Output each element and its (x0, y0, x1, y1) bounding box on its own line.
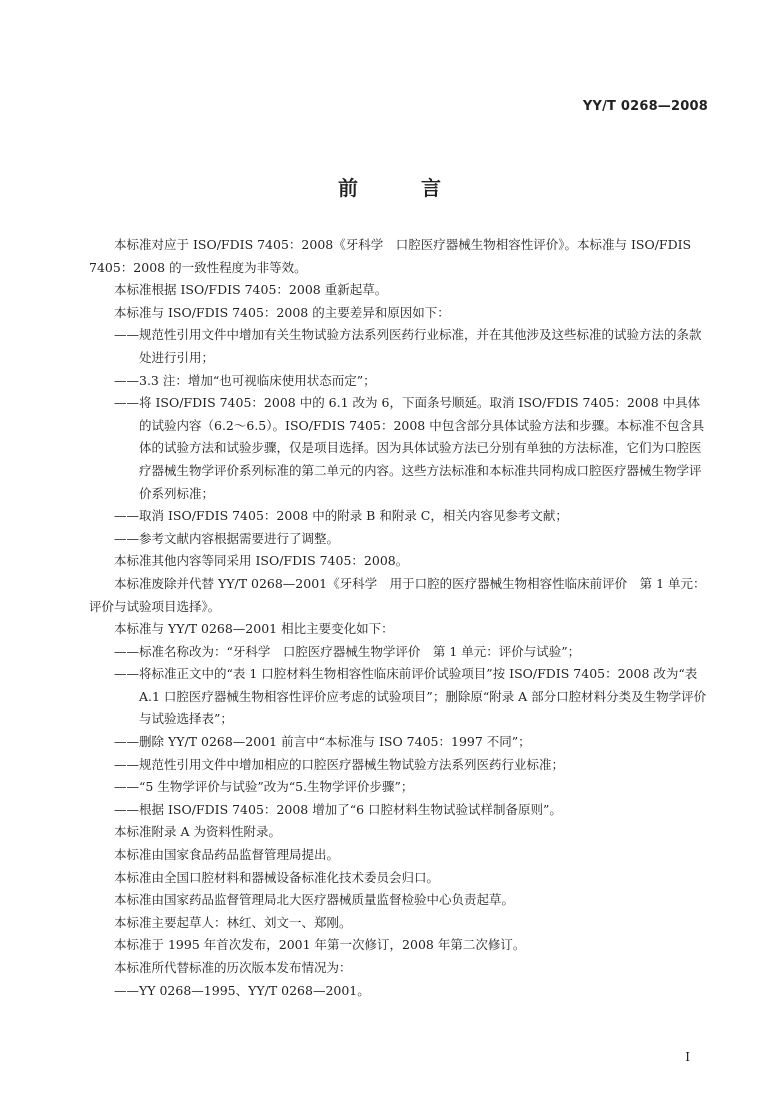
page-title: 前 言 (338, 176, 469, 200)
dash-list-item: ——删除 YY/T 0268—2001 前言中“本标准与 ISO 7405：1997 不同”； (114, 734, 531, 750)
dash-list-item: ——将 ISO/FDIS 7405：2008 中的 6.1 改为 6，下面条号顺延。取消 ISO/FDIS 7405：2008 中具体的试验内容（6.2～6.5）。ISO/FDIS 7405：2008 中包含部分具体试验方法和步骤。本标准不包含具体的试验方法和试验步骤，仅是项目选择。因为具体试验方法已分别有单独的方法标准，它们为口腔医疗器械生物学评价系列标准的第二单元的内容。这些方法标准和本标准共同构成口腔医疗器械生物学评价系列标准； (114, 395, 705, 501)
page-number: I (685, 1050, 690, 1064)
dash-list-item: ——标准名称改为：“牙科学 口腔医疗器械生物学评价 第 1 单元：评价与试验”； (114, 643, 581, 659)
dash-list-item: ——参考文献内容根据需要进行了调整。 (114, 530, 340, 546)
document-body (89, 234, 709, 1002)
paragraph: 本标准废除并代替 YY/T 0268—2001《牙科学 用于口腔的医疗器械生物相容性临床前评价 第 1 单元：评价与试验项目选择》。 (89, 575, 706, 614)
paragraph: 本标准根据 ISO/FDIS 7405：2008 重新起草。 (114, 282, 388, 298)
paragraph: 本标准其他内容等同采用 ISO/FDIS 7405：2008。 (114, 553, 409, 569)
paragraph: 本标准附录 A 为资料性附录。 (114, 824, 281, 840)
dash-list-item: ——取消 ISO/FDIS 7405：2008 中的附录 B 和附录 C，相关内容见参考文献； (114, 508, 568, 524)
dash-list-item: ——3.3 注：增加“也可视临床使用状态而定”； (114, 372, 376, 388)
dash-list-item: ——将标准正文中的“表 1 口腔材料生物相容性临床前评价试验项目”按 ISO/FDIS 7405：2008 改为“表 A.1 口腔医疗器械生物相容性评价应考虑的试验项目”；删除原“附录 A 部分口腔材料分类及生物学评价与试验选择表”； (114, 666, 707, 727)
paragraph: 本标准与 ISO/FDIS 7405：2008 的主要差异和原因如下： (114, 304, 450, 320)
dash-list-item: ——“5 生物学评价与试验”改为“5.生物学评价步骤”； (114, 779, 414, 795)
dash-list-item: ——YY 0268—1995、YY/T 0268—2001。 (114, 982, 370, 998)
paragraph: 本标准对应于 ISO/FDIS 7405：2008《牙科学 口腔医疗器械生物相容性评价》。本标准与 ISO/FDIS 7405：2008 的一致性程度为非等效。 (89, 237, 692, 275)
paragraph: 本标准所代替标准的历次版本发布情况为： (114, 960, 352, 975)
paragraph: 本标准由国家药品监督管理局北大医疗器械质量监督检验中心负责起草。 (114, 892, 515, 908)
paragraph: 本标准主要起草人：林红、刘文一、郑刚。 (114, 914, 352, 930)
paragraph: 本标准由国家食品药品监督管理局提出。 (114, 847, 340, 863)
dash-list-item: ——规范性引用文件中增加相应的口腔医疗器械生物试验方法系列医药行业标准； (114, 756, 565, 772)
dash-list-item: ——根据 ISO/FDIS 7405：2008 增加了“6 口腔材料生物试验试样制备原则”。 (114, 801, 562, 817)
paragraph: 本标准于 1995 年首次发布，2001 年第一次修订，2008 年第二次修订。 (114, 937, 526, 953)
paragraph: 本标准由全国口腔材料和器械设备标准化技术委员会归口。 (114, 869, 440, 885)
standard-code: YY/T 0268—2008 (582, 99, 708, 114)
dash-list-item: ——规范性引用文件中增加有关生物试验方法系列医药行业标准，并在其他涉及这些标准的试验方法的条款处进行引用； (114, 327, 702, 365)
paragraph: 本标准与 YY/T 0268—2001 相比主要变化如下： (114, 621, 394, 637)
